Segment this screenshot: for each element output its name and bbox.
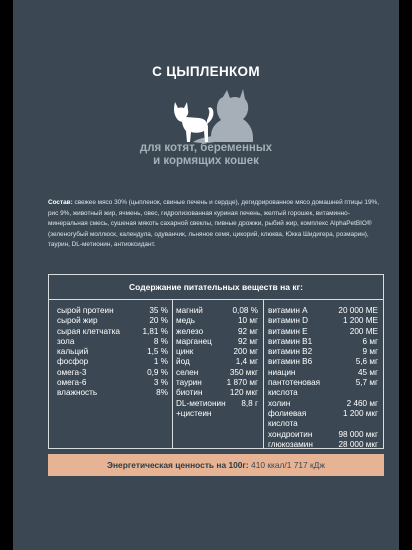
- nutrition-column-vitamins: [268, 306, 378, 450]
- nutrient-name: хондроитин: [268, 429, 313, 439]
- nutrient-row: [57, 306, 168, 316]
- nutrient-row: [268, 368, 378, 378]
- nutrient-row: [57, 347, 168, 357]
- nutrient-name: витамин А: [268, 306, 308, 315]
- nutrient-name: витамин D: [268, 316, 309, 326]
- nutrient-row: [176, 306, 258, 316]
- nutrient-row: [57, 388, 168, 398]
- nutrient-value: 200 мг: [233, 347, 258, 357]
- nutrient-name: цинк: [176, 347, 194, 357]
- nutrient-name: йод: [176, 357, 190, 367]
- nutrient-row: [268, 357, 378, 367]
- nutrient-row: [268, 399, 378, 409]
- nutrient-name: витамин В6: [268, 357, 313, 367]
- nutrient-name: таурин: [176, 378, 202, 388]
- nutrient-name: ниацин: [268, 367, 296, 377]
- composition-text: [48, 198, 385, 251]
- nutrient-name: витамин В2: [268, 347, 313, 357]
- nutrient-value: 1,81 %: [142, 326, 168, 336]
- nutrient-row: [268, 327, 378, 337]
- nutrient-value: 28 000 мкг: [338, 439, 378, 449]
- nutrient-value: 120 мкг: [229, 388, 258, 398]
- nutrient-value: 45 мг: [358, 367, 378, 377]
- nutrient-value: 1,4 мг: [235, 357, 258, 367]
- nutrient-value: 92 мг: [238, 326, 258, 336]
- nutrient-value: 8%: [156, 388, 168, 398]
- nutrient-value: 8 %: [153, 336, 168, 346]
- nutrient-row: [176, 399, 258, 409]
- energy-value-band: [48, 454, 384, 476]
- nutrient-row: [176, 316, 258, 326]
- nutrient-name: кислота: [268, 419, 298, 429]
- product-label: [13, 0, 399, 550]
- nutrient-name: кислота: [268, 388, 298, 398]
- nutrient-name: сырой протеин: [57, 306, 114, 315]
- nutrient-name: фолиевая: [268, 408, 307, 418]
- nutrient-value: 0,08 %: [232, 306, 258, 315]
- column-divider: [172, 300, 173, 448]
- nutrient-name: зола: [57, 336, 75, 346]
- nutrient-row: [57, 337, 168, 347]
- nutrient-name: холин: [268, 398, 291, 408]
- nutrient-name: пантотеновая: [268, 378, 321, 388]
- nutrient-name: селен: [176, 367, 199, 377]
- nutrient-value: 2 460 мг: [346, 398, 378, 408]
- nutrition-table-title: Содержание питательных веществ на кг:: [49, 275, 383, 300]
- nutrient-value: 1 200 мкг: [343, 408, 378, 418]
- nutrient-value: 1 200 МЕ: [342, 316, 378, 326]
- nutrient-row: [176, 347, 258, 357]
- nutrient-row: [268, 306, 378, 316]
- nutrient-row: [268, 337, 378, 347]
- nutrient-value: 5,6 мг: [355, 357, 378, 367]
- nutrient-name: сырая клетчатка: [57, 326, 120, 336]
- composition-label: Состав:: [48, 199, 73, 206]
- nutrient-value: 350 мкг: [229, 367, 258, 377]
- nutrient-row: [57, 327, 168, 337]
- nutrient-name: +цистеин: [176, 408, 212, 418]
- nutrient-value: 200 МЕ: [349, 326, 378, 336]
- nutrient-row: [268, 378, 378, 388]
- nutrition-table: [48, 274, 384, 449]
- subtitle-line: и кормящих кошек: [153, 155, 259, 167]
- nutrient-value: 0,9 %: [147, 367, 168, 377]
- energy-label: Энергетическая ценность на 100г:: [107, 460, 249, 470]
- cats-icon: [153, 84, 263, 144]
- nutrient-value: 92 мг: [238, 336, 258, 346]
- nutrient-value: 1 %: [153, 357, 168, 367]
- nutrient-row: [268, 430, 378, 440]
- nutrient-value: 1,5 %: [147, 347, 168, 357]
- nutrient-row: [268, 388, 378, 398]
- nutrient-value: 20 %: [149, 316, 168, 326]
- nutrient-value: 8,8 г: [241, 398, 258, 408]
- nutrient-value: 20 000 МЕ: [338, 306, 378, 315]
- nutrient-row: [57, 316, 168, 326]
- nutrient-name: фосфор: [57, 357, 89, 367]
- nutrient-name: биотин: [176, 388, 203, 398]
- nutrient-row: [268, 347, 378, 357]
- nutrient-row: [268, 409, 378, 419]
- nutrient-row: [57, 368, 168, 378]
- nutrient-row: [176, 378, 258, 388]
- nutrient-row: [176, 409, 258, 419]
- nutrient-name: сырой жир: [57, 316, 98, 326]
- nutrient-name: железо: [176, 326, 204, 336]
- nutrient-row: [176, 337, 258, 347]
- nutrient-value: 35 %: [149, 306, 168, 315]
- subtitle-line: для котят, беременных: [139, 142, 273, 154]
- nutrient-row: [176, 357, 258, 367]
- nutrient-value: 10 мг: [238, 316, 258, 326]
- nutrient-row: [176, 368, 258, 378]
- nutrient-value: 3 %: [153, 378, 168, 388]
- nutrient-value: 9 мг: [362, 347, 378, 357]
- nutrient-row: [268, 419, 378, 429]
- composition-ingredients: свежее мясо 30% (цыпленок, свиные печень и сердце), дегидрированное мясо домашней птицы 19%, рис 9%, животный жир, ячмень, овес, гидролизованная куриная печень, желтый горошек, витаминно-минеральная смесь, сушеная мякоть сахарной свеклы, пивные дрожжи, рыбий жир, комплекс AlphaPetBIO® (зеленогубый моллюск, календула, одуванчик, льняное семя, цикорий, клюква, Юкка Шидигера, розмарин), таурин, DL-метионин, антиоксидант.: [48, 199, 379, 248]
- nutrient-value: 98 000 мкг: [338, 429, 378, 439]
- nutrient-row: [176, 388, 258, 398]
- nutrient-value: 5,7 мг: [355, 378, 378, 388]
- nutrient-name: DL-метионин: [176, 398, 226, 408]
- nutrient-value: 1 870 мг: [226, 378, 258, 388]
- nutrient-row: [176, 327, 258, 337]
- nutrition-column-macros: [57, 306, 168, 399]
- nutrient-name: витамин В1: [268, 336, 313, 346]
- product-headline: С ЦЫПЛЕНКОМ: [152, 64, 260, 79]
- column-divider: [263, 300, 264, 448]
- nutrition-column-minerals: [176, 306, 258, 419]
- nutrient-name: омега-3: [57, 367, 87, 377]
- nutrient-name: витамин Е: [268, 326, 308, 336]
- nutrient-name: влажность: [57, 388, 98, 398]
- nutrient-value: 6 мг: [362, 336, 378, 346]
- nutrient-name: глюкозамин: [268, 439, 313, 449]
- energy-value: 410 ккал/1 717 кДж: [251, 460, 325, 470]
- target-audience: [13, 142, 399, 168]
- nutrient-row: [57, 378, 168, 388]
- nutrient-name: медь: [176, 316, 196, 326]
- nutrient-row: [268, 440, 378, 450]
- nutrient-name: кальций: [57, 347, 89, 357]
- nutrient-name: магний: [176, 306, 203, 315]
- nutrient-row: [57, 357, 168, 367]
- nutrient-name: марганец: [176, 336, 212, 346]
- nutrient-row: [268, 316, 378, 326]
- nutrient-name: омега-6: [57, 378, 87, 388]
